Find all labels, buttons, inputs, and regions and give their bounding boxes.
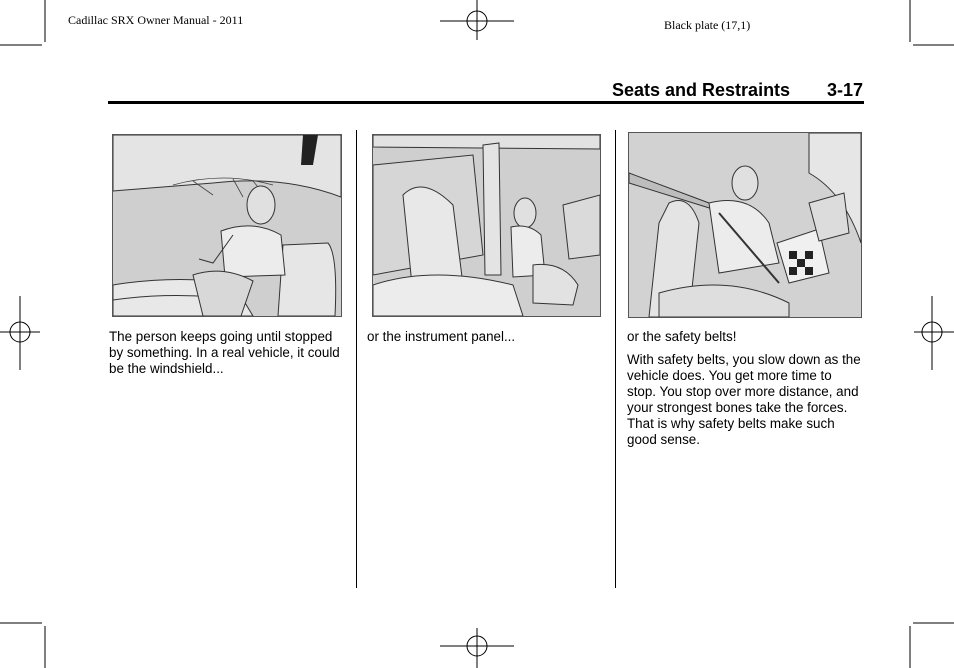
page-number: 3-17 bbox=[827, 80, 864, 100]
column-1-text bbox=[109, 329, 347, 384]
paragraph: With safety belts, you slow down as the vehicle does. You get more time to stop. You stop over more distance, and your strongest bones take the forces. That is why safety belts make such good sense. bbox=[627, 352, 861, 447]
registration-mark-right bbox=[912, 296, 954, 372]
registration-mark-left bbox=[0, 296, 42, 372]
column-divider-1 bbox=[356, 130, 357, 588]
paragraph: The person keeps going until stopped by something. In a real vehicle, it could be the windshield... bbox=[109, 329, 340, 376]
print-job-title: Cadillac SRX Owner Manual - 2011 bbox=[68, 13, 244, 27]
registration-mark-bottom bbox=[440, 626, 516, 668]
paragraph: or the instrument panel... bbox=[367, 329, 516, 344]
paragraph: or the safety belts! bbox=[627, 329, 737, 344]
registration-mark-top bbox=[440, 0, 516, 42]
section-title: Seats and Restraints bbox=[612, 80, 791, 100]
header-rule bbox=[108, 101, 864, 104]
crash-test-instrument-panel-illustration bbox=[372, 134, 601, 317]
print-plate-label: Black plate (17,1) bbox=[664, 18, 751, 32]
column-divider-2 bbox=[615, 130, 616, 588]
crash-test-safety-belt-illustration bbox=[628, 132, 862, 318]
crash-test-windshield-illustration bbox=[112, 134, 342, 317]
column-2-text bbox=[367, 329, 605, 352]
column-3-text bbox=[627, 329, 863, 455]
